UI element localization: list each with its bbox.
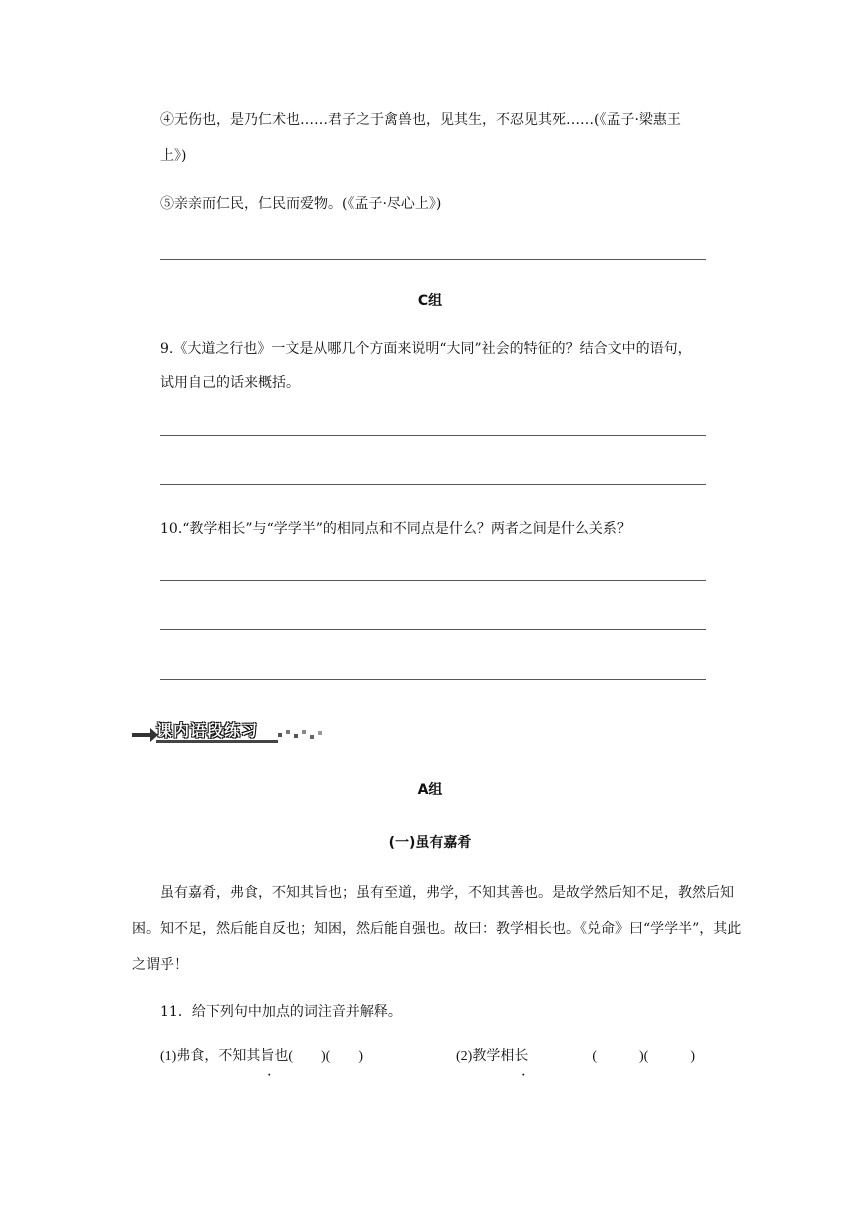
item-4-line-1: ④无伤也，是乃仁术也……君子之于禽兽也，见其生，不忍见其死……(《孟子·梁惠王: [160, 112, 681, 128]
section-banner: [130, 718, 330, 744]
item-4: [160, 110, 730, 166]
question-9-line-2: 试用自己的话来概括。: [160, 375, 300, 391]
passage-title: (一)虽有嘉肴: [388, 835, 472, 851]
group-c-heading: C组: [417, 293, 443, 309]
answer-line: [160, 484, 706, 485]
answer-line: [160, 435, 706, 436]
passage-text: 虽有嘉肴，弗食，不知其旨也；虽有至道，弗学，不知其善也。是故学然后知不足，教然后知困。知不足，然后能自反也；知困，然后能自强也。故曰：教学相长也。《兑命》曰“学学半”，其此之谓乎！: [132, 885, 742, 973]
group-a-heading: A组: [417, 782, 443, 798]
question-9: [160, 332, 740, 400]
q11-item-2: (2)教学相长 ( )( ): [456, 1049, 695, 1064]
question-11: 11．给下列句中加点的词注音并解释。: [160, 1004, 402, 1020]
dotted-character: 旨: [260, 1049, 275, 1064]
item-4-line-2: 上》): [160, 148, 187, 164]
item-5: ⑤亲亲而仁民，仁民而爱物。(《孟子·尽心上》): [160, 196, 442, 212]
answer-line: [160, 629, 706, 630]
answer-line: [160, 259, 706, 260]
answer-line: [160, 580, 706, 581]
question-9-line-1: 9.《大道之行也》一文是从哪几个方面来说明“大同”社会的特征的？结合文中的语句，: [160, 341, 692, 357]
dotted-character: 长: [514, 1049, 529, 1064]
q11-item-1: (1)弗食，不知其旨也( )( ): [160, 1049, 363, 1064]
answer-line: [160, 679, 706, 680]
question-10: 10.“教学相长”与“学学半”的相同点和不同点是什么？两者之间是什么关系？: [160, 521, 631, 537]
section-banner-label: 课内语段练习: [156, 721, 259, 740]
